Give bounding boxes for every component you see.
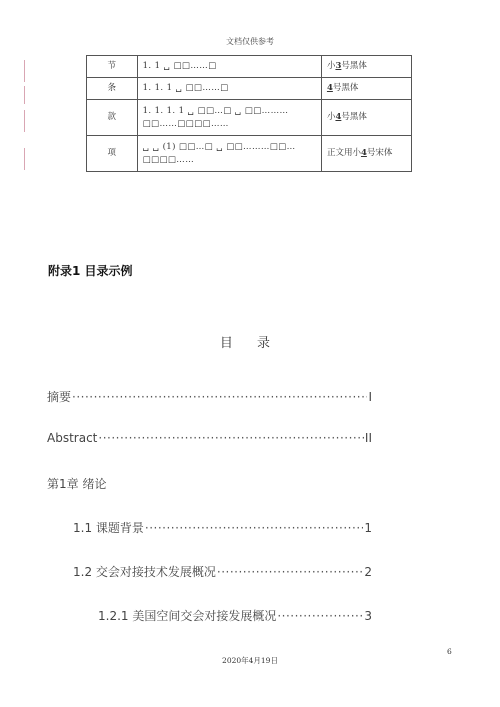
toc-leader: [72, 390, 367, 404]
font-spec: 4号黑体: [321, 78, 411, 100]
level-name: 项: [87, 136, 138, 172]
margin-mark: [24, 148, 25, 170]
toc-title: 目 录: [219, 336, 281, 351]
table-row: [87, 100, 412, 136]
table-row: [87, 56, 412, 78]
toc-entry-label: 第1章 绪论: [47, 477, 107, 491]
margin-mark: [24, 60, 25, 82]
numbering-format: ␣ ␣ (1) □□…□ ␣ □□………□□…□□□□……: [137, 136, 321, 172]
appendix-title: 附录1 目录示例: [48, 264, 133, 278]
toc-entry-page: 1: [364, 521, 372, 535]
margin-mark: [24, 86, 25, 104]
numbering-format: 1. 1 ␣ □□……□: [137, 56, 321, 78]
page-footer-date: 2020年4月19日: [222, 656, 278, 665]
toc-leader: [277, 609, 363, 623]
font-spec: 小3号黑体: [321, 56, 411, 78]
toc-entry-label: 摘要: [47, 390, 72, 404]
numbering-format: 1. 1. 1 ␣ □□……□: [137, 78, 321, 100]
toc-entry[interactable]: [47, 388, 372, 405]
toc-leader: [98, 431, 364, 445]
toc-entry-page: 3: [364, 609, 372, 623]
toc-entry[interactable]: [47, 431, 372, 445]
margin-mark: [24, 110, 25, 132]
font-spec: 小4号黑体: [321, 100, 411, 136]
toc-entry[interactable]: [98, 607, 372, 624]
table-row: [87, 78, 412, 100]
toc-entry-page: II: [364, 431, 372, 445]
toc-leader: [145, 521, 363, 535]
page-header: 文档仅供参考: [226, 37, 274, 46]
level-name: 条: [87, 78, 138, 100]
font-spec: 正文用小4号宋体: [321, 136, 411, 172]
toc-entry-label: 1.2 交会对接技术发展概况: [73, 565, 216, 579]
toc-entry-page: 2: [364, 565, 372, 579]
table-row: [87, 136, 412, 172]
toc-entry-label: 1.1 课题背景: [73, 521, 144, 535]
page-number: 6: [447, 647, 452, 656]
toc-entry-label: Abstract: [47, 431, 98, 445]
toc-entry[interactable]: [73, 519, 372, 536]
toc-entry[interactable]: [47, 475, 247, 492]
toc-leader: [217, 565, 363, 579]
level-name: 款: [87, 100, 138, 136]
level-name: 节: [87, 56, 138, 78]
toc-entry[interactable]: [73, 563, 372, 580]
toc-entry-page: I: [368, 390, 372, 404]
heading-format-table: [86, 55, 412, 172]
numbering-format: 1. 1. 1. 1 ␣ □□…□ ␣ □□………□□……□□□□……: [137, 100, 321, 136]
toc-entry-label: 1.2.1 美国空间交会对接发展概况: [98, 609, 277, 623]
